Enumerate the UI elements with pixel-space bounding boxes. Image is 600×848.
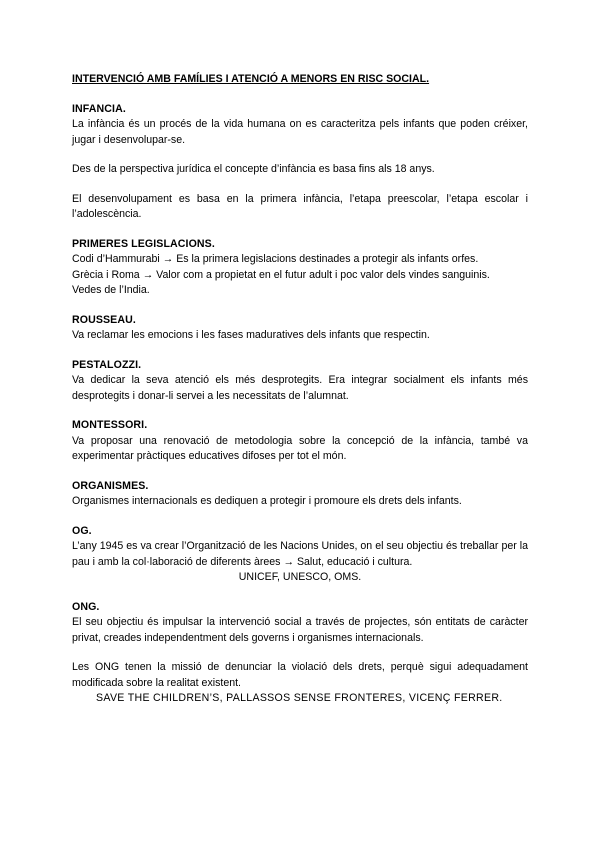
paragraph: Codi d’Hammurabi → Es la primera legislacions destinades a protegir als infants orfes. bbox=[72, 253, 479, 265]
section-heading-ong: ONG. bbox=[72, 600, 100, 613]
paragraph: Des de la perspectiva jurídica el concepte d’infància es basa fins als 18 anys. bbox=[72, 163, 435, 175]
ong-organizations-list: SAVE THE CHILDREN’S, PALLASSOS SENSE FRONTERES, VICENÇ FERRER. bbox=[96, 692, 503, 704]
paragraph: Vedes de l’India. bbox=[72, 284, 150, 296]
paragraph: Les ONG tenen la missió de denunciar la violació dels drets, perquè sigui adequadament modificada sobre la realitat existent. bbox=[72, 661, 528, 689]
og-organizations-list: UNICEF, UNESCO, OMS. bbox=[238, 571, 362, 583]
paragraph: Va proposar una renovació de metodologia sobre la concepció de la infància, també va experimentar pràctiques educatives difoses per tot el món. bbox=[72, 434, 528, 462]
section-heading-organismes: ORGANISMES. bbox=[72, 479, 149, 492]
section-ong bbox=[72, 600, 528, 707]
document-title: INTERVENCIÓ AMB FAMÍLIES I ATENCIÓ A MENORS EN RISC SOCIAL. bbox=[72, 73, 430, 85]
section-montessori bbox=[72, 418, 528, 465]
section-heading-primeres-legislacions: PRIMERES LEGISLACIONS. bbox=[72, 237, 215, 250]
paragraph: Organismes internacionals es dediquen a protegir i promoure els drets dels infants. bbox=[72, 495, 462, 507]
section-pestalozzi bbox=[72, 358, 528, 405]
section-heading-pestalozzi: PESTALOZZI. bbox=[72, 358, 142, 371]
section-organismes bbox=[72, 479, 528, 510]
paragraph: Va dedicar la seva atenció els més desprotegits. Era integrar socialment els infants més desprotegits i donar-li servei a les necessitats de l’alumnat. bbox=[72, 374, 528, 402]
section-heading-og: OG. bbox=[72, 524, 92, 537]
section-og bbox=[72, 524, 528, 586]
paragraph: L’any 1945 es va crear l’Organització de les Nacions Unides, on el seu objectiu és treballar per la pau i amb la col·laboració de diferents àrees → Salut, educació i cultura. bbox=[72, 540, 528, 568]
section-infancia bbox=[72, 102, 528, 223]
section-heading-infancia: INFANCIA. bbox=[72, 102, 126, 115]
paragraph: El seu objectiu és impulsar la intervenció social a través de projectes, són entitats de caràcter privat, creades independentment dels governs i organismes internacionals. bbox=[72, 616, 528, 644]
section-primeres-legislacions bbox=[72, 237, 528, 299]
paragraph: Va reclamar les emocions i les fases maduratives dels infants que respectin. bbox=[72, 329, 430, 341]
section-rousseau bbox=[72, 313, 528, 344]
section-heading-montessori: MONTESSORI. bbox=[72, 419, 148, 431]
paragraph: El desenvolupament es basa en la primera infància, l’etapa preescolar, l’etapa escolar i l’adolescència. bbox=[72, 192, 528, 220]
section-heading-rousseau: ROUSSEAU. bbox=[72, 313, 136, 326]
paragraph: Grècia i Roma → Valor com a propietat en el futur adult i poc valor dels vindes sanguinis. bbox=[72, 268, 490, 281]
document-page bbox=[72, 72, 528, 721]
paragraph: La infància és un procés de la vida humana on es caracteritza pels infants que poden créixer, jugar i desenvolupar-se. bbox=[72, 118, 528, 146]
